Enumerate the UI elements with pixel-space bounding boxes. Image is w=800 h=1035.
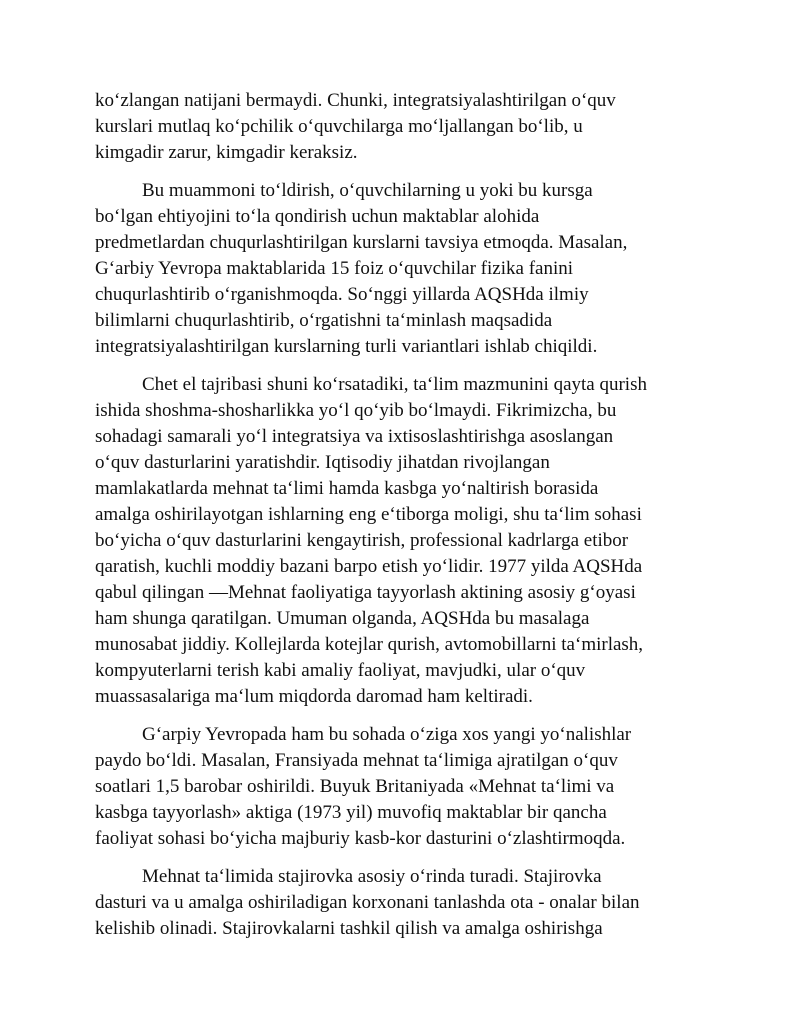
- text-line: kasbga tayyorlash» aktiga (1973 yil) muvofiq maktablar bir qancha: [95, 802, 607, 823]
- text-line: faoliyat sohasi bo‘yicha majburiy kasb-kor dasturini o‘zlashtirmoqda.: [95, 828, 626, 849]
- text-line: ham shunga qaratilgan. Umuman olganda, AQSHda bu masalaga: [95, 608, 590, 629]
- text-line: qabul qilingan —Mehnat faoliyatiga tayyorlash aktining asosiy g‘oyasi: [95, 582, 636, 603]
- text-line: chuqurlashtirib o‘rganishmoqda. So‘nggi yillarda AQSHda ilmiy: [95, 284, 589, 305]
- text-line: predmetlardan chuqurlashtirilgan kurslarni tavsiya etmoqda. Masalan,: [95, 232, 628, 253]
- paragraph-1: [95, 88, 715, 166]
- text-line: kompyuterlarni terish kabi amaliy faoliyat, mavjudki, ular o‘quv: [95, 660, 586, 681]
- paragraph-3: [95, 372, 715, 710]
- text-line: bilimlarni chuqurlashtirib, o‘rgatishni ta‘minlash maqsadida: [95, 310, 553, 331]
- text-line: kimgadir zarur, kimgadir keraksiz.: [95, 142, 358, 163]
- text-line: ishida shoshma-shosharlikka yo‘l qo‘yib bo‘lmaydi. Fikrimizcha, bu: [95, 400, 617, 421]
- text-line: Bu muammoni to‘ldirish, o‘quvchilarning u yoki bu kursga: [142, 180, 593, 201]
- text-line: bo‘lgan ehtiyojini to‘la qondirish uchun maktablar alohida: [95, 206, 540, 227]
- text-line: kelishib olinadi. Stajirovkalarni tashkil qilish va amalga oshirishga: [95, 918, 603, 939]
- paragraph-5: [95, 864, 715, 942]
- text-line: Mehnat ta‘limida stajirovka asosiy o‘rinda turadi. Stajirovka: [142, 866, 602, 887]
- text-line: munosabat jiddiy. Kollejlarda kotejlar qurish, avtomobillarni ta‘mirlash,: [95, 634, 644, 655]
- text-line: amalga oshirilayotgan ishlarning eng e‘tiborga moligi, shu ta‘lim sohasi: [95, 504, 642, 525]
- text-line: kurslari mutlaq ko‘pchilik o‘quvchilarga mo‘ljallangan bo‘lib, u: [95, 116, 583, 137]
- text-line: sohadagi samarali yo‘l integratsiya va ixtisoslashtirishga asoslangan: [95, 426, 614, 447]
- text-line: Chet el tajribasi shuni ko‘rsatadiki, ta‘lim mazmunini qayta qurish: [142, 374, 647, 395]
- text-line: soatlari 1,5 barobar oshirildi. Buyuk Britaniyada «Mehnat ta‘limi va: [95, 776, 615, 797]
- paragraph-2: [95, 178, 715, 360]
- text-line: bo‘yicha o‘quv dasturlarini kengaytirish, professional kadrlarga etibor: [95, 530, 629, 551]
- text-line: o‘quv dasturlarini yaratishdir. Iqtisodiy jihatdan rivojlangan: [95, 452, 550, 473]
- text-line: mamlakatlarda mehnat ta‘limi hamda kasbga yo‘naltirish borasida: [95, 478, 599, 499]
- text-line: G‘arpiy Yevropada ham bu sohada o‘ziga xos yangi yo‘nalishlar: [142, 724, 632, 745]
- text-line: paydo bo‘ldi. Masalan, Fransiyada mehnat ta‘limiga ajratilgan o‘quv: [95, 750, 618, 771]
- document-page: [95, 88, 715, 954]
- text-line: muassasalariga ma‘lum miqdorda daromad ham keltiradi.: [95, 686, 533, 707]
- text-line: qaratish, kuchli moddiy bazani barpo etish yo‘lidir. 1977 yilda AQSHda: [95, 556, 643, 577]
- paragraph-4: [95, 722, 715, 852]
- text-line: G‘arbiy Yevropa maktablarida 15 foiz o‘quvchilar fizika fanini: [95, 258, 574, 279]
- text-line: ko‘zlangan natijani bermaydi. Chunki, integratsiyalashtirilgan o‘quv: [95, 90, 616, 111]
- text-line: integratsiyalashtirilgan kurslarning turli variantlari ishlab chiqildi.: [95, 336, 598, 357]
- text-line: dasturi va u amalga oshiriladigan korxonani tanlashda ota - onalar bilan: [95, 892, 640, 913]
